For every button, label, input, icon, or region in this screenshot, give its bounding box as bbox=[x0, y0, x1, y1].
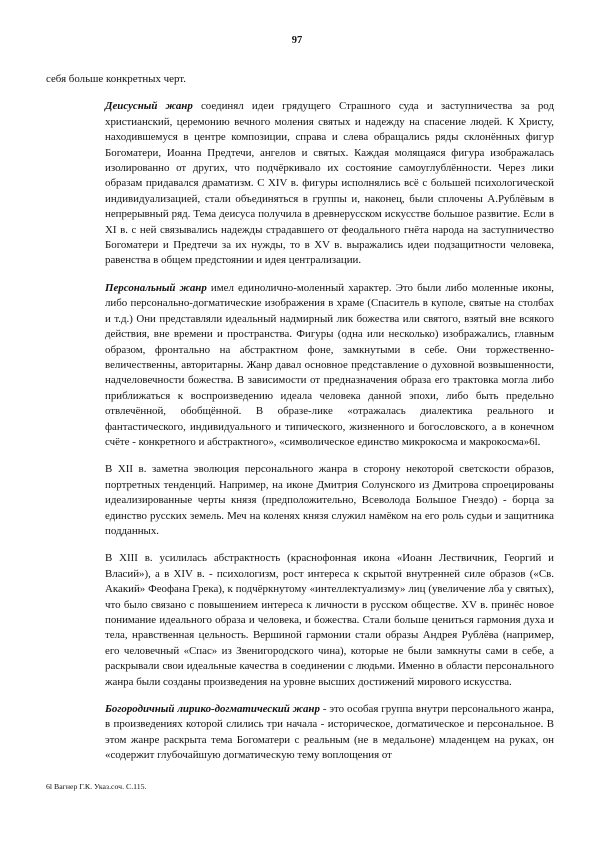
paragraph-personal-genre bbox=[46, 281, 554, 450]
body-text bbox=[46, 72, 554, 764]
paragraph-text: соединял идеи грядущего Страшного суда и заступничества за род христианский, церемонию вечного моления святых и надежду на спасение людей. К Христу, находившемуся в центре композиции, справа и слева обращались ряды склонённых фигур Богоматери, Иоанна Предтечи, ангелов и святых. Каждая молящаяся фигура изображалась изолированно от других, что подчёркивало их состояние самоуглублённости. Через лики образам придавался драматизм. С XIV в. фигуры исполнялись всё с большей психологической индивидуализацией, стали объединяться в группы и, наконец, были сплочены А.Рублёвым в непрерывный ряд. Тема деисуса получила в древнерусском искусстве большое развитие. Если в XI в. с ней связывались надежды страдавшего от феодального гнёта народа на заступничество Богоматери и Предтечи за их нужды, то в XV в. выражались идеи подзащитности человека, равенства в общем предстоянии и идея централизации. bbox=[105, 100, 554, 267]
paragraph-text: В XIII в. усилилась абстрактность (краснофонная икона «Иоанн Лествичник, Георгий и Власий»), а в XIV в. - психологизм, рост интереса к скрытой внутренней силе образов («Св. Акакий» Феофана Грека), к подчёркнутому «интеллектуализму» лиц (увеличение лба у святых), что было связано с повышением интереса к личности в русском обществе. XV в. принёс новое понимание идеального образа и человека, и божества. Стали больше цениться гармония духа и тела, нравственная цельность. Вершиной гармонии стали образы Андрея Рублёва (например, его человечный «Спас» из Звенигородского чина), которые не были замкнуты сами в себе, а раскрывали свои идеальные качества в соединении с людьми. Именно в области персонального жанра были созданы произведения на уровне высших достижений мирового искусства. bbox=[105, 552, 554, 688]
paragraph-text: В XII в. заметна эволюция персонального жанра в сторону некоторой светскости образов, портретных тенденций. Например, на иконе Дмитрия Солунского из Дмитрова спроецированы идеализированные черты князя (предположительно, Всеволода Большое Гнездо) - борца за единство русских земель. Меч на коленях князя служил намёком на его роль судьи и защитника подданных. bbox=[105, 463, 554, 537]
genre-term: Деисусный жанр bbox=[105, 100, 193, 113]
paragraph-deisus-genre bbox=[46, 99, 554, 268]
paragraph-theotokos-genre bbox=[46, 702, 554, 764]
paragraph-text: себя больше конкретных черт. bbox=[46, 73, 186, 85]
paragraph-text: имел единолично-моленный характер. Это были либо моленные иконы, либо персонально-догматические изображения в храме (Спаситель в куполе, святые на столбах и т.д.) Они представляли идеальный надмирный лик божества или святого, взятый вне всякого действия, вне времени и пространства. Фигуры (одна или несколько) изображались, главным образом, фронтально на абстрактном фоне, замкнутыми в себе. Они торжественно-величественны, авторитарны. Жанр давал основное представление о духовной возвышенности, надчеловечности божества. В зависимости от предназначения образа его трактовка могла либо приближаться к воспроизведению идеала человека данной эпохи, либо быть предельно отвлечённой, обобщённой. В образе-лике «отражалась диалектика реального и фантастического, индивидуального и типического, жизненного и богословского, а в конечном счёте - конкретного и абстрактного», «символическое единство микрокосма и макрокосма»6l. bbox=[105, 281, 554, 448]
genre-term: Богородичный лирико-догматический жанр bbox=[105, 703, 320, 716]
paragraph-continuation bbox=[46, 72, 554, 87]
paragraph-twelfth-century bbox=[46, 462, 554, 539]
paragraph-text: - это особая группа внутри персонального жанра, в произведениях которой слились три начала - историческое, догматическое и персональное. В этом жанре раскрыта тема Богоматери с реальным (не в медальоне) младенцем на руках, он «содержит глубочайшую догматическую тему воплощения от bbox=[105, 703, 554, 762]
genre-term: Персональный жанр bbox=[105, 281, 207, 294]
footnote: 6l Вагнер Г.К. Указ.соч. С.115. bbox=[46, 782, 147, 791]
paragraph-thirteenth-century bbox=[46, 551, 554, 690]
page-number: 97 bbox=[291, 35, 303, 46]
